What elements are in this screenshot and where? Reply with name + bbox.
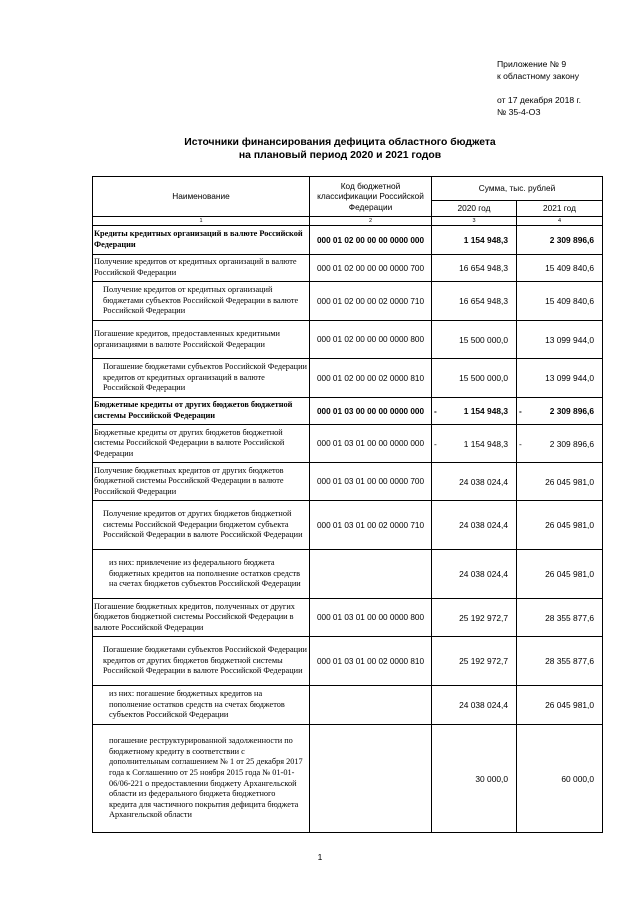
minus-sign: - — [434, 438, 437, 449]
table-row — [93, 226, 603, 255]
table-row — [93, 725, 603, 833]
column-number: 1 — [93, 217, 310, 226]
row-name: из них: привлечение из федерального бюджета бюджетных кредитов на пополнение остатков средств на счетах бюджетов субъектов Российской Федерации — [109, 558, 301, 589]
row-code: 000 01 03 01 00 00 0000 800 — [310, 599, 432, 637]
table-row — [93, 637, 603, 686]
column-number: 3 — [432, 217, 517, 226]
title-line-1: Источники финансирования дефицита областного бюджета — [184, 137, 496, 148]
row-code: 000 01 02 00 00 02 0000 810 — [310, 359, 432, 398]
appendix-header — [497, 59, 627, 118]
row-name: Кредиты кредитных организаций в валюте Российской Федерации — [94, 229, 303, 249]
row-value-2020: 16 654 948,3 — [459, 296, 508, 306]
row-name: Погашение бюджетами субъектов Российской Федерации кредитов от других бюджетов бюджетной системы Российской Федерации в валюте Российской Федерации — [103, 645, 307, 676]
row-value-2021: 28 355 877,6 — [545, 612, 594, 623]
row-code: 000 01 03 01 00 02 0000 810 — [310, 637, 432, 686]
minus-sign: - — [519, 406, 522, 416]
row-name: Погашение бюджетных кредитов, полученных от других бюджетов бюджетной системы Российской Федерации в валюте Российской Федерации — [94, 601, 295, 632]
header-year-2020: 2020 год — [432, 201, 517, 217]
row-name: Погашение кредитов, предоставленных кредитными организациями в валюте Российской Федерации — [94, 328, 280, 349]
row-code: 000 01 03 01 00 02 0000 710 — [310, 501, 432, 550]
table-row — [93, 599, 603, 637]
appendix-law-number: № 35-4-ОЗ — [497, 106, 541, 117]
table-row — [93, 463, 603, 501]
row-name: Бюджетные кредиты от других бюджетов бюджетной системы Российской Федерации — [94, 400, 293, 420]
table-row — [93, 550, 603, 599]
minus-sign: - — [519, 438, 522, 449]
row-code: 000 01 02 00 00 00 0000 800 — [310, 321, 432, 359]
row-value-2020: 15 500 000,0 — [459, 373, 508, 383]
row-value-2020: 24 038 024,4 — [459, 569, 508, 579]
row-name: Бюджетные кредиты от других бюджетов бюджетной системы Российской Федерации в валюте Российской Федерации — [94, 427, 285, 458]
row-value-2021: 26 045 981,0 — [545, 569, 594, 579]
row-value-2020: 25 192 972,7 — [459, 656, 508, 666]
row-name: Получение кредитов от кредитных организаций бюджетами субъектов Российской Федерации в валюте Российской Федерации — [103, 285, 299, 316]
row-name: Получение кредитов от кредитных организаций в валюте Российской Федерации — [94, 257, 297, 277]
row-name: погашение реструктурированной задолженности по бюджетному кредиту в соответствии с дополнительным соглашением № 1 от 25 декабря 2017 года к Соглашению от 25 ноября 2015 года № 01-01-06/06-221 о предоставлении бюджету Архангельской области из федерального бюджета бюджетного кредита для частичного покрытия дефицита бюджета Архангельской области — [109, 736, 303, 820]
row-value-2020: 1 154 948,3 — [463, 406, 508, 416]
header-code: Код бюджетной классификации Российской Федерации — [310, 177, 432, 217]
table-row — [93, 359, 603, 398]
column-number: 2 — [310, 217, 432, 226]
row-value-2020: 24 038 024,4 — [459, 476, 508, 487]
page-number: 1 — [317, 852, 323, 862]
table-row — [93, 501, 603, 550]
row-value-2020: 16 654 948,3 — [459, 263, 508, 273]
row-value-2021: 2 309 896,6 — [549, 438, 594, 449]
row-value-2021: 13 099 944,0 — [545, 334, 594, 345]
row-code — [310, 686, 432, 725]
table-row — [93, 686, 603, 725]
table-row — [93, 255, 603, 282]
row-value-2020: 25 192 972,7 — [459, 612, 508, 623]
row-value-2021: 2 309 896,6 — [549, 406, 594, 416]
row-value-2020: 1 154 948,3 — [463, 438, 508, 449]
row-code: 000 01 03 00 00 00 0000 000 — [310, 398, 432, 425]
row-code — [310, 725, 432, 833]
row-value-2020: 1 154 948,3 — [463, 235, 508, 245]
header-year-2021: 2021 год — [517, 201, 603, 217]
row-name: Получение бюджетных кредитов от других бюджетов бюджетной системы Российской Федерации в валюте Российской Федерации — [94, 465, 284, 496]
row-value-2020: 30 000,0 — [475, 773, 508, 784]
row-value-2021: 60 000,0 — [561, 773, 594, 784]
header-sum: Сумма, тыс. рублей — [432, 177, 603, 201]
table-row — [93, 398, 603, 425]
appendix-law-ref: к областному закону — [497, 70, 580, 81]
table-row — [93, 282, 603, 321]
row-code — [310, 550, 432, 599]
column-number: 4 — [517, 217, 603, 226]
row-code: 000 01 03 01 00 00 0000 700 — [310, 463, 432, 501]
row-value-2021: 26 045 981,0 — [545, 700, 594, 710]
row-value-2021: 13 099 944,0 — [545, 373, 594, 383]
row-name: из них: погашение бюджетных кредитов на пополнение остатков средств на счетах бюджетов субъектов Российской Федерации — [109, 689, 285, 720]
document-title — [60, 136, 620, 162]
row-value-2021: 15 409 840,6 — [545, 296, 594, 306]
row-value-2021: 26 045 981,0 — [545, 476, 594, 487]
row-value-2020: 15 500 000,0 — [459, 334, 508, 345]
row-value-2021: 28 355 877,6 — [545, 656, 594, 666]
row-value-2021: 2 309 896,6 — [549, 235, 594, 245]
row-name: Погашение бюджетами субъектов Российской Федерации кредитов от кредитных организаций в валюте Российской Федерации — [103, 362, 307, 393]
row-name: Получение кредитов от других бюджетов бюджетной системы Российской Федерации бюджетом субъекта Российской Федерации в валюте Российской Федерации — [103, 509, 303, 540]
appendix-date: от 17 декабря 2018 г. — [497, 95, 582, 105]
row-code: 000 01 02 00 00 00 0000 000 — [310, 226, 432, 255]
row-value-2020: 24 038 024,4 — [459, 520, 508, 530]
row-code: 000 01 02 00 00 00 0000 700 — [310, 255, 432, 282]
financing-sources-table — [92, 176, 603, 833]
header-name: Наименование — [93, 177, 310, 217]
row-value-2020: 24 038 024,4 — [459, 700, 508, 710]
row-code: 000 01 02 00 00 02 0000 710 — [310, 282, 432, 321]
appendix-number: Приложение № 9 — [497, 59, 567, 69]
row-value-2021: 15 409 840,6 — [545, 263, 594, 273]
minus-sign: - — [434, 406, 437, 416]
table-row — [93, 425, 603, 463]
title-line-2: на плановый период 2020 и 2021 годов — [238, 150, 442, 161]
row-code: 000 01 03 01 00 00 0000 000 — [310, 425, 432, 463]
table-row — [93, 321, 603, 359]
row-value-2021: 26 045 981,0 — [545, 520, 594, 530]
